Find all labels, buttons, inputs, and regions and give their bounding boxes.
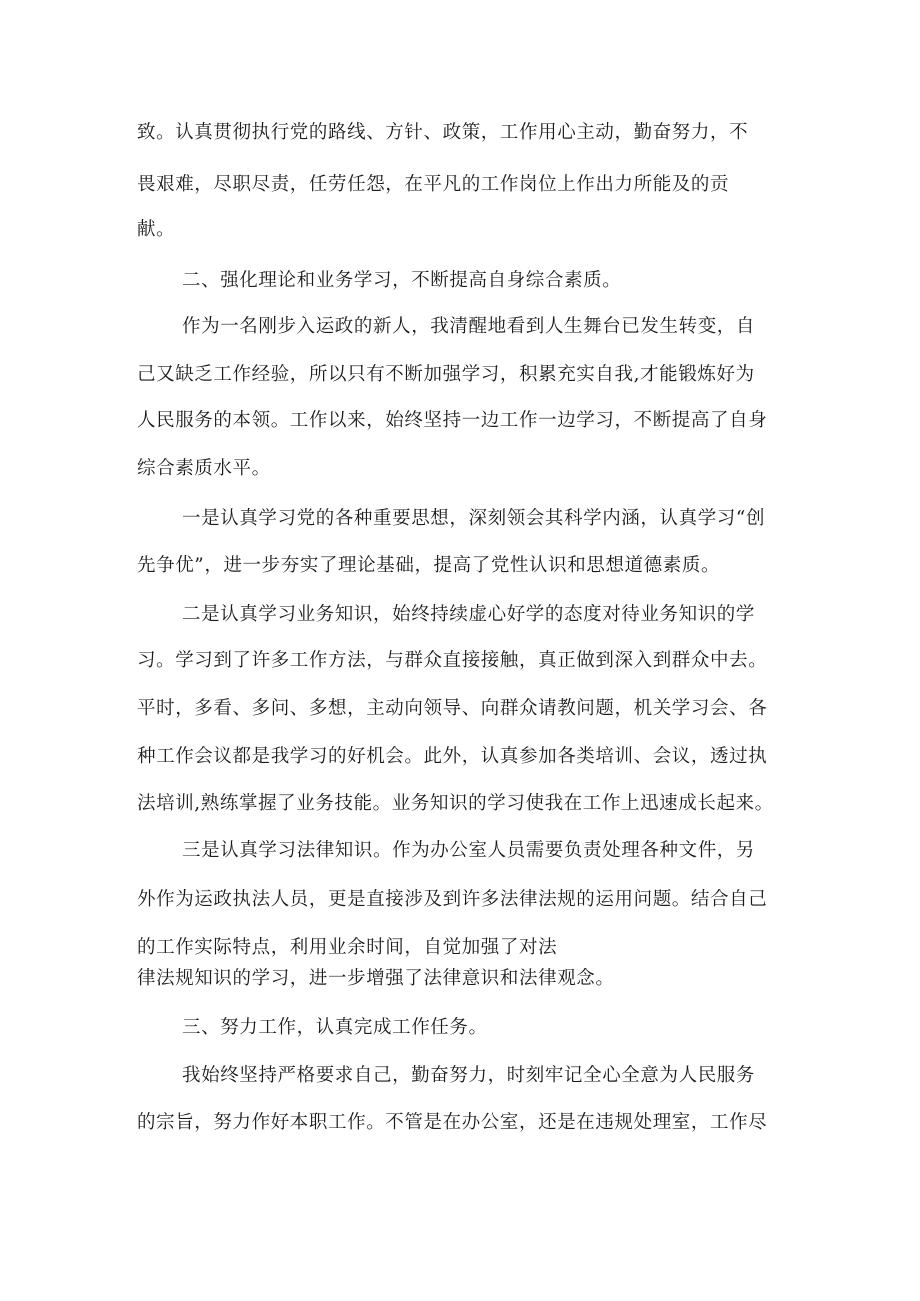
- text-line: 法培训,熟练掌握了业务技能。业务知识的学习使我在工作上迅速成长起来。: [137, 793, 774, 814]
- text-line: 综合素质水平。: [137, 458, 271, 479]
- section-heading: 三、努力工作，认真完成工作任务。: [182, 1017, 488, 1038]
- text-line: 的工作实际特点，利用业余时间，自觉加强了对法: [137, 937, 558, 958]
- text-line: 三是认真学习法律知识。作为办公室人员需要负责处理各种文件，另: [182, 840, 756, 861]
- text-line: 人民服务的本领。工作以来，始终坚持一边工作一边学习，不断提高了自身: [137, 410, 768, 431]
- text-line: 畏艰难，尽职尽责，任劳任怨，在平凡的工作岗位上作出力所能及的贡: [137, 174, 730, 195]
- text-line: 先争优”，进一步夯实了理论基础，提高了党性认识和思想道德素质。: [137, 555, 721, 576]
- text-line: 作为一名刚步入运政的新人，我清醒地看到人生舞台已发生转变，自: [182, 316, 756, 337]
- text-line: 致。认真贯彻执行党的路线、方针、政策，工作用心主动，勤奋努力，不: [137, 122, 749, 143]
- text-line: 律法规知识的学习，进一步增强了法律意识和法律观念。: [137, 968, 615, 989]
- text-line: 二是认真学习业务知识，始终持续虚心好学的态度对待业务知识的学: [182, 604, 756, 625]
- text-line: 献。: [137, 219, 176, 240]
- text-line: 习。学习到了许多工作方法，与群众直接接触，真正做到深入到群众中去。: [137, 650, 768, 671]
- text-line: 种工作会议都是我学习的好机会。此外，认真参加各类培训、会议，透过执: [137, 746, 768, 767]
- text-line: 平时，多看、多问、多想，主动向领导、向群众请教问题，机关学习会、各: [137, 698, 768, 719]
- text-line: 己又缺乏工作经验，所以只有不断加强学习，积累充实自我,才能锻炼好为: [137, 364, 755, 385]
- text-line: 的宗旨，努力作好本职工作。不管是在办公室，还是在违规处理室，工作尽: [137, 1112, 768, 1133]
- section-heading: 二、强化理论和业务学习，不断提高自身综合素质。: [182, 270, 622, 291]
- text-line: 我始终坚持严格要求自己，勤奋努力，时刻牢记全心全意为人民服务: [182, 1065, 756, 1086]
- text-line: 外作为运政执法人员，更是直接涉及到许多法律法规的运用问题。结合自己: [137, 889, 768, 910]
- text-line: 一是认真学习党的各种重要思想，深刻领会其科学内涵，认真学习“创: [182, 508, 766, 529]
